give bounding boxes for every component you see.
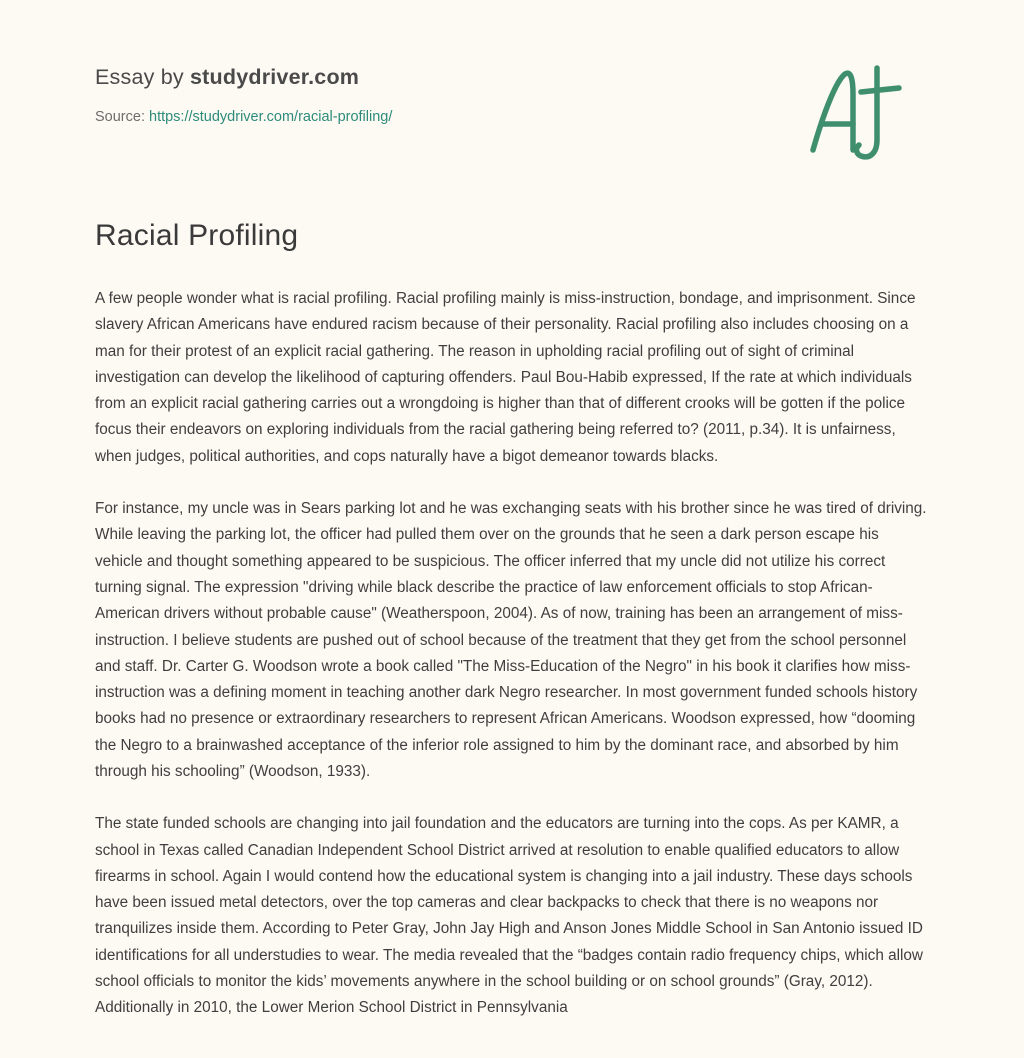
- essay-paragraph: A few people wonder what is racial profiling. Racial profiling mainly is miss-instruction, bondage, and imprisonment. Since slavery African Americans have endured racism because of their personality. Racial profiling also includes choosing on a man for their protest of an explicit racial gathering. The reason in upholding racial profiling out of sight of criminal investigation can develop the likelihood of capturing offenders. Paul Bou-Habib expressed, If the rate at which individuals from an explicit racial gathering carries out a wrongdoing is higher than that of different crooks will be gotten if the police focus their endeavors on exploring individuals from the racial gathering being referred to? (2011, p.34). It is unfairness, when judges, political authorities, and cops naturally have a bigot demeanor towards blacks.: [95, 289, 916, 465]
- essay-body: [0, 286, 1024, 1022]
- source-url-link[interactable]: https://studydriver.com/racial-profiling/: [149, 108, 393, 125]
- source-label: Source:: [95, 108, 149, 125]
- brand-name: studydriver.com: [190, 65, 360, 89]
- page-title: Racial Profiling: [95, 218, 299, 252]
- document-header: [0, 0, 1024, 125]
- studydriver-logo-icon: [799, 58, 929, 168]
- essay-by-prefix: Essay by: [95, 65, 191, 89]
- essay-paragraph: The state funded schools are changing into jail foundation and the educators are turning into the cops. As per KAMR, a school in Texas called Canadian Independent School District arrived at resolution to enable qualified educators to allow firearms in school. Again I would contend how the educational system is changing into a jail industry. These days schools have been issued metal detectors, over the top cameras and clear backpacks to check that there is no weapons nor tranquilizes inside them. According to Peter Gray, John Jay High and Anson Jones Middle School in San Antonio issued ID identifications for all understudies to wear. The media revealed that the “badges contain radio frequency chips, which allow school officials to monitor the kids’ movements anywhere in the school building or on school grounds” (Gray, 2012). Additionally in 2010, the Lower Merion School District in Pennsylvania: [95, 815, 923, 1017]
- essay-paragraph: For instance, my uncle was in Sears parking lot and he was exchanging seats with his brother since he was tired of driving. While leaving the parking lot, the officer had pulled them over on the grounds that he seen a dark person escape his vehicle and thought something appeared to be suspicious. The officer inferred that my uncle did not utilize his correct turning signal. The expression "driving while black describe the practice of law enforcement officials to stop African-American drivers without probable cause" (Weatherspoon, 2004). As of now, training has been an arrangement of miss-instruction. I believe students are pushed out of school because of the treatment that they get from the school personnel and staff. Dr. Carter G. Woodson wrote a book called "The Miss-Education of the Negro" in his book it clarifies how miss-instruction was a defining moment in teaching another dark Negro researcher. In most government funded schools history books had no presence or extraordinary researchers to represent African Americans. Woodson expressed, how “dooming the Negro to a brainwashed acceptance of the inferior role assigned to him by the dominant race, and absorbed by him through his schooling” (Woodson, 1933).: [95, 500, 927, 780]
